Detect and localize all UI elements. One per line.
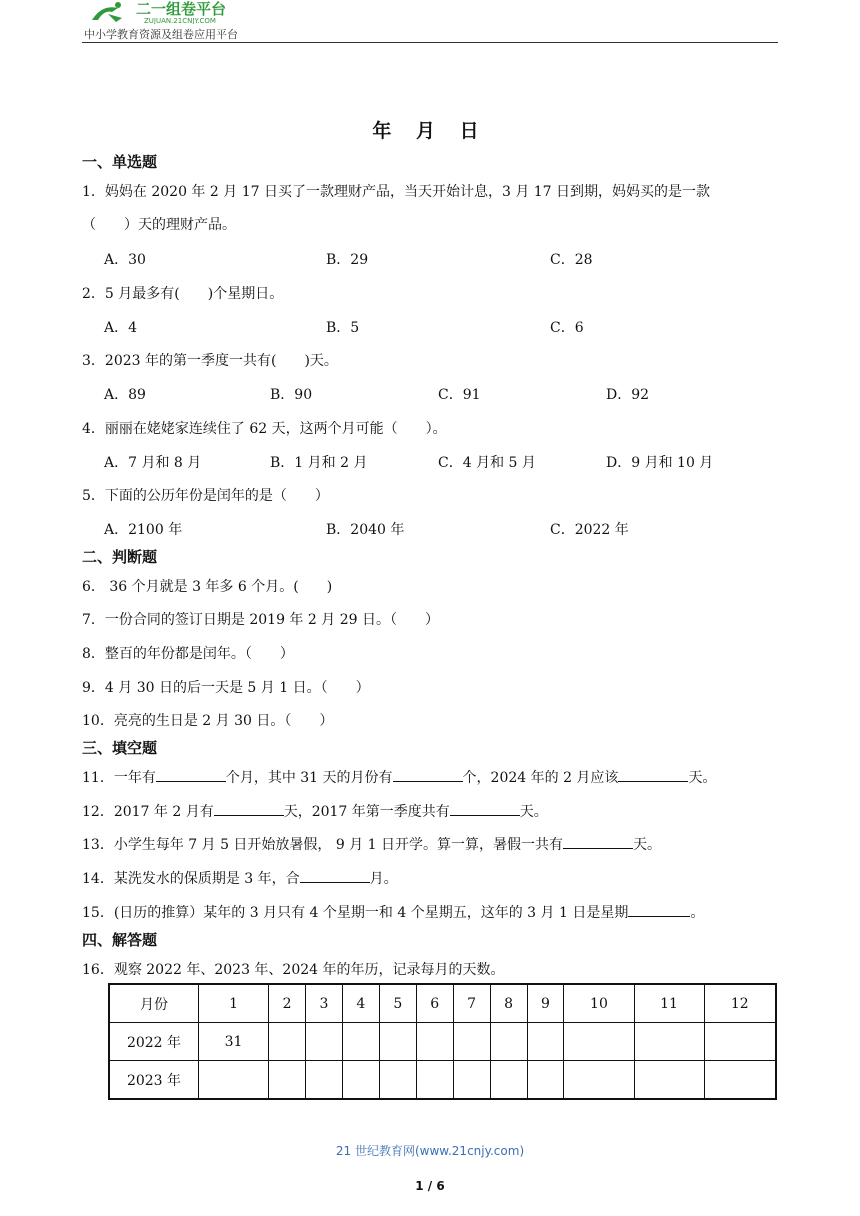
table-row [109, 1023, 776, 1061]
question-12 [82, 801, 548, 821]
table-cell: 31 [199, 1023, 269, 1061]
section-heading-2: 二、判断题 [82, 548, 158, 566]
question-9: 9．4 月 30 日的后一天是 5 月 1 日。（ ） [82, 680, 370, 696]
table-header-cell: 10 [564, 984, 634, 1023]
table-cell[interactable] [269, 1061, 306, 1100]
q11-text-c: 个，2024 年的 2 月应该 [462, 770, 619, 786]
q5-option-a: A．2100 年 [104, 522, 183, 538]
q15-text-a: 15．(日历的推算）某年的 3 月只有 4 个星期一和 4 个星期五，这年的 3 月 1 日是星期 [82, 905, 629, 921]
q5-option-b: B．2040 年 [326, 522, 405, 538]
answer-blank[interactable] [450, 801, 520, 816]
header-divider [82, 42, 778, 43]
q11-text-b: 个月，其中 31 天的月份有 [225, 770, 393, 786]
table-header-cell: 7 [453, 984, 490, 1023]
question-13 [82, 834, 661, 854]
section-heading-1: 一、单选题 [82, 153, 158, 171]
answer-blank[interactable] [563, 834, 633, 849]
table-cell[interactable] [704, 1061, 776, 1100]
table-cell[interactable] [379, 1061, 416, 1100]
table-cell[interactable] [453, 1023, 490, 1061]
table-cell[interactable] [342, 1061, 379, 1100]
q2-option-a: A．4 [104, 320, 138, 336]
q1-option-a: A．30 [104, 252, 146, 268]
table-cell[interactable] [527, 1061, 564, 1100]
answer-blank[interactable] [393, 767, 463, 782]
table-cell[interactable] [269, 1023, 306, 1061]
table-header-cell: 2 [269, 984, 306, 1023]
question-10: 10．亮亮的生日是 2 月 30 日。（ ） [82, 713, 334, 729]
q3-option-c: C．91 [438, 387, 481, 403]
table-cell[interactable] [305, 1061, 342, 1100]
question-1-line-2: （ ）天的理财产品。 [82, 217, 236, 233]
q12-text-b: 天，2017 年第一季度共有 [283, 804, 450, 820]
svg-text:二一组卷平台: 二一组卷平台 [136, 0, 227, 18]
table-header-cell: 5 [379, 984, 416, 1023]
page-number: 1 / 6 [415, 1179, 445, 1193]
question-6: 6． 36 个月就是 3 年多 6 个月。( ) [82, 579, 333, 595]
q3-option-a: A．89 [104, 387, 146, 403]
svg-text:ZUJUAN.21CNJY.COM: ZUJUAN.21CNJY.COM [144, 17, 216, 24]
table-cell[interactable] [416, 1061, 453, 1100]
question-5: 5．下面的公历年份是闰年的是（ ） [82, 488, 329, 504]
q12-text-a: 12．2017 年 2 月有 [82, 804, 214, 820]
question-7: 7．一份合同的签订日期是 2019 年 2 月 29 日。（ ） [82, 612, 439, 628]
table-cell[interactable] [490, 1023, 527, 1061]
q3-option-b: B．90 [270, 387, 313, 403]
q13-text-b: 天。 [633, 837, 662, 853]
question-1-line-1: 1．妈妈在 2020 年 2 月 17 日买了一款理财产品，当天开始计息，3 月 17 日到期，妈妈买的是一款 [82, 184, 711, 200]
table-header-cell: 6 [416, 984, 453, 1023]
table-header-row [109, 984, 776, 1023]
q5-option-c: C．2022 年 [550, 522, 629, 538]
table-header-cell: 12 [704, 984, 776, 1023]
table-cell[interactable] [453, 1061, 490, 1100]
q2-option-c: C．6 [550, 320, 584, 336]
q4-option-c: C．4 月和 5 月 [438, 455, 536, 471]
question-14 [82, 868, 398, 888]
question-16: 16．观察 2022 年、2023 年、2024 年的年历，记录每月的天数。 [82, 962, 505, 978]
table-cell[interactable] [634, 1023, 704, 1061]
q14-text-a: 14．某洗发水的保质期是 3 年，合 [82, 871, 300, 887]
table-header-cell: 9 [527, 984, 564, 1023]
table-cell: 2023 年 [109, 1061, 199, 1100]
footer-site-link[interactable]: 21 世纪教育网(www.21cnjy.com) [335, 1144, 525, 1158]
answer-blank[interactable] [214, 801, 284, 816]
table-cell[interactable] [342, 1023, 379, 1061]
answer-blank[interactable] [618, 767, 688, 782]
table-header-cell: 8 [490, 984, 527, 1023]
table-cell[interactable] [564, 1061, 634, 1100]
month-days-table [108, 983, 777, 1100]
question-4: 4．丽丽在姥姥家连续住了 62 天，这两个月可能（ ）。 [82, 421, 447, 437]
q14-text-b: 月。 [369, 871, 398, 887]
table-cell[interactable] [527, 1023, 564, 1061]
question-11 [82, 767, 716, 787]
answer-blank[interactable] [300, 868, 370, 883]
answer-blank[interactable] [156, 767, 226, 782]
table-cell[interactable] [305, 1023, 342, 1061]
q15-text-b: 。 [690, 905, 705, 921]
table-header-cell: 3 [305, 984, 342, 1023]
q1-option-c: C．28 [550, 252, 593, 268]
q11-text-a: 11．一年有 [82, 770, 156, 786]
header-subtitle: 中小学教育资源及组卷应用平台 [84, 28, 238, 41]
q3-option-d: D．92 [606, 387, 650, 403]
answer-blank[interactable] [628, 902, 690, 917]
table-cell[interactable] [634, 1061, 704, 1100]
question-3: 3．2023 年的第一季度一共有( )天。 [82, 353, 338, 369]
table-cell: 2022 年 [109, 1023, 199, 1061]
table-cell[interactable] [379, 1023, 416, 1061]
table-header-cell: 月份 [109, 984, 199, 1023]
table-header-cell: 11 [634, 984, 704, 1023]
q1-option-b: B．29 [326, 252, 369, 268]
q12-text-c: 天。 [519, 804, 548, 820]
question-2: 2．5 月最多有( )个星期日。 [82, 286, 284, 302]
table-header-cell: 4 [342, 984, 379, 1023]
table-cell[interactable] [564, 1023, 634, 1061]
section-heading-3: 三、填空题 [82, 739, 158, 757]
q4-option-b: B．1 月和 2 月 [270, 455, 368, 471]
table-cell[interactable] [704, 1023, 776, 1061]
site-logo [88, 0, 278, 24]
table-cell[interactable] [199, 1061, 269, 1100]
q13-text-a: 13．小学生每年 7 月 5 日开始放暑假， 9 月 1 日开学。算一算，暑假一共有 [82, 837, 564, 853]
section-heading-4: 四、解答题 [82, 931, 158, 949]
table-header-cell: 1 [199, 984, 269, 1023]
table-cell[interactable] [490, 1061, 527, 1100]
q4-option-d: D．9 月和 10 月 [606, 455, 714, 471]
q2-option-b: B．5 [326, 320, 360, 336]
q4-option-a: A．7 月和 8 月 [104, 455, 202, 471]
table-row [109, 1061, 776, 1100]
question-8: 8．整百的年份都是闰年。（ ） [82, 646, 294, 662]
table-cell[interactable] [416, 1023, 453, 1061]
question-15 [82, 902, 704, 922]
q11-text-d: 天。 [688, 770, 717, 786]
page-title: 年 月 日 [372, 120, 488, 142]
